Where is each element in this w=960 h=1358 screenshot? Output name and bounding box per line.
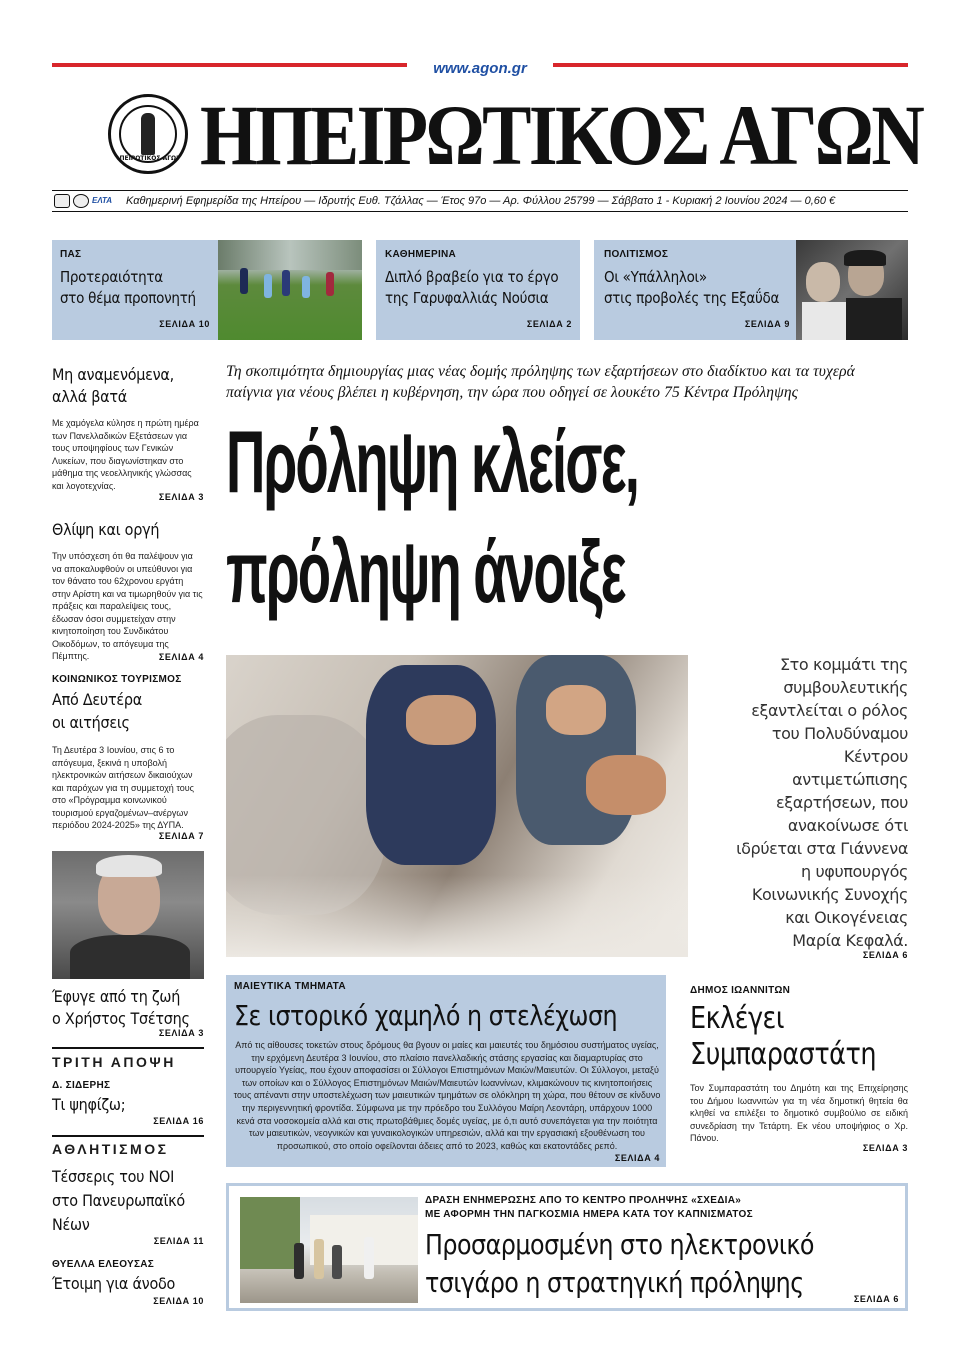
story-title: Συμπαραστάτη — [690, 1037, 876, 1072]
story-body: Από τις αίθουσες τοκετών στους δρόμους θα βγουν οι μαίες και μαιευτές του δημόσιου συστήματος υγείας, την ερχόμενη Δευτέρα 3 Ιουνίου, στο πλαίσιο πανελλαδικής στάσης εργασίας και διαμαρτυρίας στο υπουργείο Υγείας, που έχουν αποφασίσει οι Σύλλογοι Επιστημόνων Μαιών/Μαιευτών. Οι Σύλλογοι, μεταξύ των οποίων και ο Σύλλογος Επιστημόνων Μαιών/Μαιευτών Ιωαννίνων, κλιμακώνουν τις κινητοποιήσεις τους απέναντι στην υποστελέχωση των μαιευτικών τμημάτων σε ολόκληρη τη χώρα, που θέτουν σε κίνδυνο την περιγεννητική φροντίδα. Σύμφωνα με την πρόεδρο του Συλλόγου Μαίρη Λεοντάρη, υπάρχουν 1000 κενά στα νοσοκομεία αλλά και στις πρωτοβάθμιες δομές υγείας, με ό,τι αυτό συνεπάγεται για την ποιότητα των μαιευτικών, νεογνικών και γυναικολογικών υπηρεσιών, αλλά και την εργασιακή εξουθένωση του προσωπικού, στο οποίο οφείλονται άδειες από το 2023, καθώς και εκατοντάδες ρεπό. — [233, 1040, 661, 1151]
teaser-title: Προτεραιότητα — [60, 268, 163, 286]
caption-line: του Πολυδύναμου — [771, 724, 908, 743]
story-title: Προσαρμοσμένη στο ηλεκτρονικό — [425, 1228, 814, 1261]
side-story-title: Θλίψη και οργή — [52, 520, 160, 539]
side-story-title: ο Χρήστος Τσέτσης — [52, 1009, 190, 1028]
lead-photo-caption — [700, 653, 908, 952]
side-story-page-ref: ΣΕΛΙΔΑ 16 — [153, 1116, 204, 1126]
teaser-box-kathimerina[interactable] — [376, 240, 580, 340]
lead-page-ref: ΣΕΛΙΔΑ 6 — [862, 950, 908, 960]
side-story-title: Έφυγε από τη ζωή — [52, 987, 181, 1006]
teaser-page-ref: ΣΕΛΙΔΑ 2 — [526, 319, 572, 329]
side-story-title: Νέων — [52, 1215, 90, 1234]
story-kicker: ΜΕ ΑΦΟΡΜΗ ΤΗΝ ΠΑΓΚΟΣΜΙΑ ΗΜΕΡΑ ΚΑΤΑ ΤΟΥ ΚΑΠΝΙΣΜΑΤΟΣ — [425, 1209, 753, 1220]
story-kicker: ΜΑΙΕΥΤΙΚΑ ΤΜΗΜΑΤΑ — [234, 981, 346, 992]
side-story-title: οι αιτήσεις — [52, 713, 130, 732]
story-kicker: ΔΡΑΣΗ ΕΝΗΜΕΡΩΣΗΣ ΑΠΟ ΤΟ ΚΕΝΤΡΟ ΠΡΟΛΗΨΗΣ «ΣΧΕΔΙΑ» — [425, 1195, 742, 1206]
story-title: Σε ιστορικό χαμηλό η στελέχωση — [234, 999, 618, 1032]
side-story-title: Μη αναμενόμενα, — [52, 365, 174, 384]
caption-line: εξαντλείται ο ρόλος — [751, 701, 908, 720]
caption-line: ιδρύεται στα Γιάννενα — [736, 839, 908, 858]
masthead-seal-logo — [108, 94, 188, 174]
teaser-kicker: ΚΑΘΗΜΕΡΙΝΑ — [385, 249, 457, 260]
side-story-page-ref: ΣΕΛΙΔΑ 11 — [153, 1236, 204, 1246]
caption-line: η υφυπουργός — [801, 862, 908, 881]
side-story-body: Με χαμόγελα κύλησε η πρώτη ημέρα των Πανελλαδικών Εξετάσεων για τους υποψηφίους των Γενικών Λυκείων, που διαγωνίστηκαν στο μάθημα της νεοελληνικής γλώσσας και λογοτεχνίας. — [52, 418, 199, 491]
side-story-title: Τέσσερις του ΝΟΙ — [52, 1167, 175, 1186]
info-event-photo — [240, 1197, 418, 1303]
teaser-kicker: ΠΟΛΙΤΙΣΜΟΣ — [604, 249, 669, 260]
bottom-story-frame[interactable] — [226, 1183, 908, 1311]
side-story-kicker: ΚΟΙΝΩΝΙΚΟΣ ΤΟΥΡΙΣΜΟΣ — [52, 674, 182, 685]
caption-line: εξαρτήσεων, που — [775, 793, 908, 812]
teaser-title: στο θέμα προπονητή — [60, 289, 196, 307]
story-page-ref: ΣΕΛΙΔΑ 3 — [862, 1143, 908, 1153]
teaser-title: Οι «Υπάλληλοι» — [604, 268, 707, 286]
story-title: τσιγάρο η στρατηγική πρόληψης — [425, 1266, 804, 1299]
section-rule — [52, 1047, 204, 1049]
story-kicker: ΔΗΜΟΣ ΙΩΑΝΝΙΤΩΝ — [690, 985, 791, 996]
side-story-page-ref: ΣΕΛΙΔΑ 10 — [153, 1296, 204, 1306]
teaser-title: της Γαρυφαλλιάς Νούσια — [385, 289, 549, 307]
teaser-title: Διπλό βραβείο για το έργο — [385, 268, 559, 286]
caption-line: Κοινωνικής Συνοχής — [751, 885, 908, 904]
side-story-body: Την υπόσχεση ότι θα παλέψουν για να αποκαλυφθούν οι υπεύθυνοι για τον θάνατο του 62χρονου εργάτη στην Αρίστη και να τιμωρηθούν για τις πράξεις και παραλείψεις τους, έδωσαν όσοι συμμετείχαν στην κινητοποίηση του Συνδικάτου Οικοδόμων, το απόγευμα της Πέμπτης. — [52, 551, 203, 661]
film-still-photo — [796, 240, 908, 340]
lead-headline: Πρόληψη κλείσε, — [226, 412, 639, 511]
side-story-page-ref: ΣΕΛΙΔΑ 3 — [158, 492, 204, 502]
site-url[interactable]: www.agon.gr — [433, 60, 527, 77]
story-title: Εκλέγει — [690, 1001, 784, 1036]
teaser-kicker: ΠΑΣ — [60, 249, 82, 260]
caption-line: συμβουλευτικής — [783, 678, 908, 697]
caption-line: Στο κομμάτι της — [779, 655, 908, 674]
teaser-box-pas[interactable] — [52, 240, 362, 340]
teaser-page-ref: ΣΕΛΙΔΑ 10 — [159, 319, 210, 329]
side-story-page-ref: ΣΕΛΙΔΑ 3 — [158, 1028, 204, 1038]
caption-line: αντιμετώπισης — [792, 770, 908, 789]
story-body: Τον Συμπαραστάτη του Δημότη και της Επιχείρησης του Δήμου Ιωαννιτών για τη νέα δημοτική θητεία θα κληθεί να επιλέξει το δημοτικό συμβούλιο σε ειδική συνεδρίαση την Τετάρτη. Εκ νέου υποψήφιος ο Χρ. Πάνου. — [690, 1083, 908, 1144]
side-story-title: Τι ψηφίζω; — [52, 1095, 126, 1114]
side-story-page-ref: ΣΕΛΙΔΑ 7 — [158, 831, 204, 841]
issue-info-text: Καθημερινή Εφημερίδα της Ηπείρου — Ιδρυτής Ευθ. Τζάλλας — Έτος 97ο — Αρ. Φύλλου 25799 — Σάββατο 1 - Κυριακή 2 Ιουνίου 2024 — 0,60 € — [126, 195, 836, 207]
story-page-ref: ΣΕΛΙΔΑ 6 — [853, 1294, 899, 1304]
side-story-body: Τη Δευτέρα 3 Ιουνίου, στις 6 το απόγευμα, ξεκινά η υποβολή ηλεκτρονικών αιτήσεων δικαιούχων και παρόχων για τη συμμετοχή τους στο «Πρόγραμμα κοινωνικού τουρισμού εργαζομένων–ανέργων περιόδου 2024-2025» της ΔΥΠΑ. — [52, 745, 195, 830]
lead-headline: πρόληψη άνοιξε — [226, 522, 625, 621]
section-heading: ΤΡΙΤΗ ΑΠΟΨΗ — [52, 1054, 176, 1070]
side-story-title: αλλά βατά — [52, 387, 128, 406]
caption-line: Μαρία Κεφαλά. — [792, 931, 908, 950]
teaser-page-ref: ΣΕΛΙΔΑ 9 — [744, 319, 790, 329]
teaser-box-politismos[interactable] — [594, 240, 908, 340]
newspaper-title: ΗΠΕΙΡΩΤΙΚΟΣ ΑΓΩΝ — [200, 87, 923, 183]
side-story-kicker: Δ. ΣΙΔΕΡΗΣ — [52, 1080, 111, 1091]
stamp-icon — [73, 194, 89, 208]
caption-line: και Οικογένειας — [785, 908, 908, 927]
support-group-hands-photo — [226, 655, 688, 957]
side-story-page-ref: ΣΕΛΙΔΑ 4 — [158, 652, 204, 662]
story-page-ref: ΣΕΛΙΔΑ 4 — [614, 1153, 660, 1163]
elta-logo: ΕΛΤΑ — [92, 196, 113, 205]
lead-deck-line: παίγνια για νέους βλέπει η κυβέρνηση, την ώρα που οδηγεί σε λουκέτο 75 Κέντρα Πρόληψης — [226, 384, 799, 401]
section-heading: ΑΘΛΗΤΙΣΜΟΣ — [52, 1141, 169, 1157]
issue-info-bar — [52, 190, 908, 212]
side-story-title: Από Δευτέρα — [52, 690, 142, 709]
caption-line: ανακοίνωσε ότι — [787, 816, 908, 835]
side-story-kicker: ΘΥΕΛΛΑ ΕΛΕΟΥΣΑΣ — [52, 1259, 155, 1270]
obituary-portrait-photo — [52, 851, 204, 979]
football-training-photo — [218, 240, 362, 340]
maternity-story-box[interactable] — [226, 975, 666, 1167]
seal-lettering: ΑΠΕΙΡΩΤΙΚΟΣ ΑΓΩΝ — [114, 155, 182, 162]
section-rule — [52, 1135, 204, 1137]
caption-line: Κέντρου — [843, 747, 908, 766]
postage-icon — [54, 194, 70, 208]
side-story-title: Έτοιμη για άνοδο — [52, 1274, 176, 1293]
teaser-title: στις προβολές της Εξαΰδα — [604, 289, 780, 307]
side-story-title: στο Πανευρωπαϊκό — [52, 1191, 185, 1210]
lead-deck-line: Τη σκοπιμότητα δημιουργίας μιας νέας δομής πρόληψης των εξαρτήσεων στο διαδίκτυο και τα τυχερά — [226, 363, 855, 380]
